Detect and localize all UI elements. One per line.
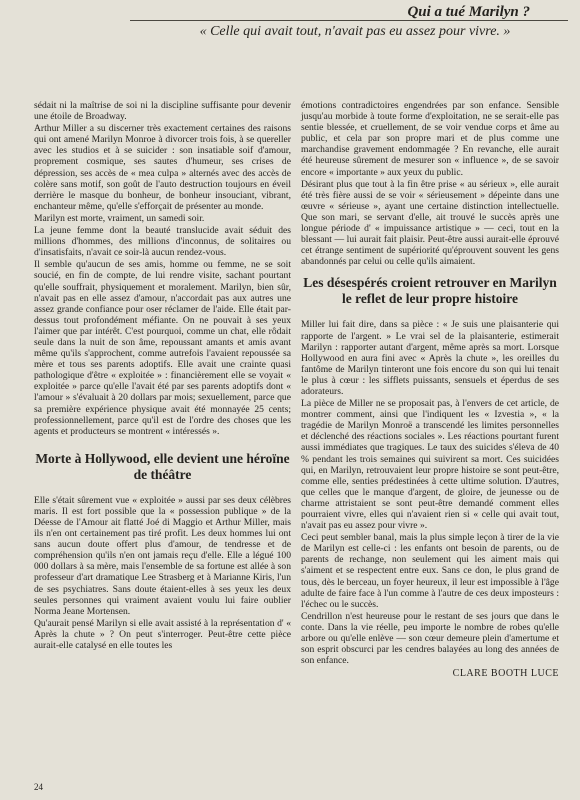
section-heading: Les désespérés croient retrouver en Marilyn le reflet de leur propre histoire: [303, 275, 557, 307]
page-number: 24: [34, 782, 43, 792]
paragraph: Miller lui fait dire, dans sa pièce : « Je suis une plaisanterie qui rapporte de l'argent. » Le vrai sel de la plaisanterie, estimerait Marilyn : rapporter autant d'argent, même après sa mort. Lorsque Hollywood en aura fini avec « Après la chute », les oreilles du fantôme de Marilyn tinteront une fois encore du son qui lui tenait le plus à cœur : les sifflets puissants, sensuels et éperdus de ses adorateurs.: [301, 319, 559, 397]
paragraph: Cendrillon n'est heureuse pour le restant de ses jours que dans le conte. Dans la vie réelle, peu importe le nombre de robes qu'elle arbore ou qu'elle enlève — son cœur demeure plein d'amertume et son esprit obscurci par les cendres balayées au long des années de son enfance.: [301, 610, 559, 667]
author-signature: CLARE BOOTH LUCE: [452, 668, 559, 680]
section-heading: Morte à Hollywood, elle devient une héroïne de théâtre: [35, 450, 290, 482]
paragraph: Il semble qu'aucun de ses amis, homme ou femme, ne se soit soucié, en fin de compte, de lui rendre visite, sachant pourtant qu'elle souffrait, physiquement et moralement. Marilyn, bien sûr, n'avait pas en elle assez d'amour, n'accordait pas aux autres une assez grande confiance pour oser réclamer de l'aide. Elle était par-dessus tout profondément méfiante. On ne pouvait à ses yeux l'aimer que par intérêt. C'est pourquoi, comme un chat, elle rôdait seule dans la nuit de son âme, repoussant amants et amis avant même qu'ils s'approchent, comme autrefois l'avaient repoussée sa mère et tous ses parents adoptifs. Elle avait une crainte quasi pathologique d'être « exploitée » : financièrement elle se voyait « exploitée » parce qu'elle l'avait été par ses parents adoptifs dont « l'amour » s'évaluait à 20 dollars par mois; sexuellement, parce que sa première expérience physique avait été monnayée 25 cents; professionnellement, parce qu'il est de l'ordre des choses que les agents et producteurs se montrent « intéressés ».: [34, 259, 291, 437]
right-column: [301, 100, 559, 679]
left-column: [34, 100, 291, 652]
header-rule: [130, 20, 568, 21]
article-header-title: Qui a tué Marilyn ?: [407, 4, 530, 20]
paragraph: Désirant plus que tout à la fin être prise « au sérieux », elle aurait été très fière aussi de se voir « sérieusement » dépeinte dans une œuvre « sérieuse », ayant une certaine distinction intellectuelle. Que son mari, se servant d'elle, ait trouvé le succès après une longue période d' « impuissance artistique » — ceci, tout en la blessant — lui aurait fait plaisir. Peut-être aussi aurait-elle éprouvé cet étrange sentiment de supériorité qu'éprouvent souvent les gens abandonnés par celui ou celle qu'ils aimaient.: [301, 178, 559, 268]
paragraph: La pièce de Miller ne se proposait pas, à l'envers de cet article, de montrer comment, ainsi que l'indiquent les « Izvestia », « la tragédie de Marilyn Monroë a transcendé les limites personnelles et déclenché des réactions sociales ». Les réactions pourtant furent aussi immédiates que tragiques. Le taux des suicides s'éleva de 40 % pendant les trois semaines qui suivirent sa mort. Ces suicidées qui, en Marilyn, retrouvaient leur propre histoire se sont peut-être, comme elle, senties prédestinées à cette ultime solution. D'autres, que celles que le manque d'argent, de gloire, de jeunesse ou de charme attristaient se sont peut-être demandé comment elles pourraient vivre, elles qui n'avaient rien si « celle qui avait tout, n'avait pas eu assez pour vivre ».: [301, 398, 559, 532]
paragraph: Marilyn est morte, vraiment, un samedi soir.: [34, 212, 205, 224]
paragraph: Qu'aurait pensé Marilyn si elle avait assisté à la représentation d' « Après la chute » ? On peut s'interroger. Peut-être cette pièce aurait-elle catalysé en elle toutes les: [34, 617, 291, 652]
paragraph: sédait ni la maîtrise de soi ni la discipline suffisante pour devenir une étoile de Broadway.: [34, 100, 291, 123]
paragraph: émotions contradictoires engendrées par son enfance. Sensible jusqu'au morbide à toute forme d'exploitation, ne se serait-elle pas sentie blessée, et cruellement, de se voir vendue corps et âme au public, et cela par son propre mari et de plus comme une marchandise gravement endommagée ? En revanche, elle aurait été heureuse sûrement de mesurer son « influence », de se savoir encore « importante » aux yeux du public.: [301, 100, 559, 178]
paragraph: Ceci peut sembler banal, mais la plus simple leçon à tirer de la vie de Marilyn est celle-ci : les enfants ont besoin de parents, ou de parents de rechange, non seulement qui les aiment mais qui s'aiment et se respectent entre eux. Sans ce don, le plus grand de tous, dès le berceau, un foyer heureux, il leur est impossible à l'âge adulte de faire face à l'un comme à l'autre de ces deux imposteurs : l'échec ou le succès.: [301, 532, 559, 610]
paragraph: La jeune femme dont la beauté translucide avait séduit des millions d'hommes, des millions d'inconnus, de solitaires ou d'insatisfaits, n'avait ce soir-là aucun rendez-vous.: [34, 225, 291, 259]
article-header-subtitle: « Celle qui avait tout, n'avait pas eu assez pour vivre. »: [199, 24, 511, 39]
paragraph: Elle s'était sûrement vue « exploitée » aussi par ses deux célèbres maris. Il est fort possible que la « possession publique » de la Déesse de l'Amour ait flatté Joé di Maggio et Arthur Miller, mais ils n'en ont certainement pas tiré profit. Les deux hommes lui ont sans aucun doute offert plus d'amour, de tendresse et de compréhension qu'ils n'en ont jamais reçu d'elle. Elle a légué 100 000 dollars à sa mère, mais l'ensemble de sa fortune est allée à son professeur d'art dramatique Lee Strasberg et à Marianne Kiris, l'un de ses psychiatres. Sans doute étaient-elles à ses yeux les deux seules personnes qui vraiment avaient voulu lui faire oublier Norma Jeane Mortensen.: [34, 494, 291, 617]
paragraph: Arthur Miller a su discerner très exactement certaines des raisons qui ont amené Marilyn Monroe à divorcer trois fois, à se quereller avec les studios et à se suicider : son insatiable soif d'amour, proprement cosmique, ses sautes d'humeur, ses crises de dépression, ses accès de « mea culpa » alternés avec des accès de colère sans motif, son goût de l'auto destruction toujours en éveil derrière le masque du bonheur, de bonheur insouciant, vibrant, enchanteur même, qu'elle s'efforçait de présenter au monde.: [34, 123, 291, 212]
